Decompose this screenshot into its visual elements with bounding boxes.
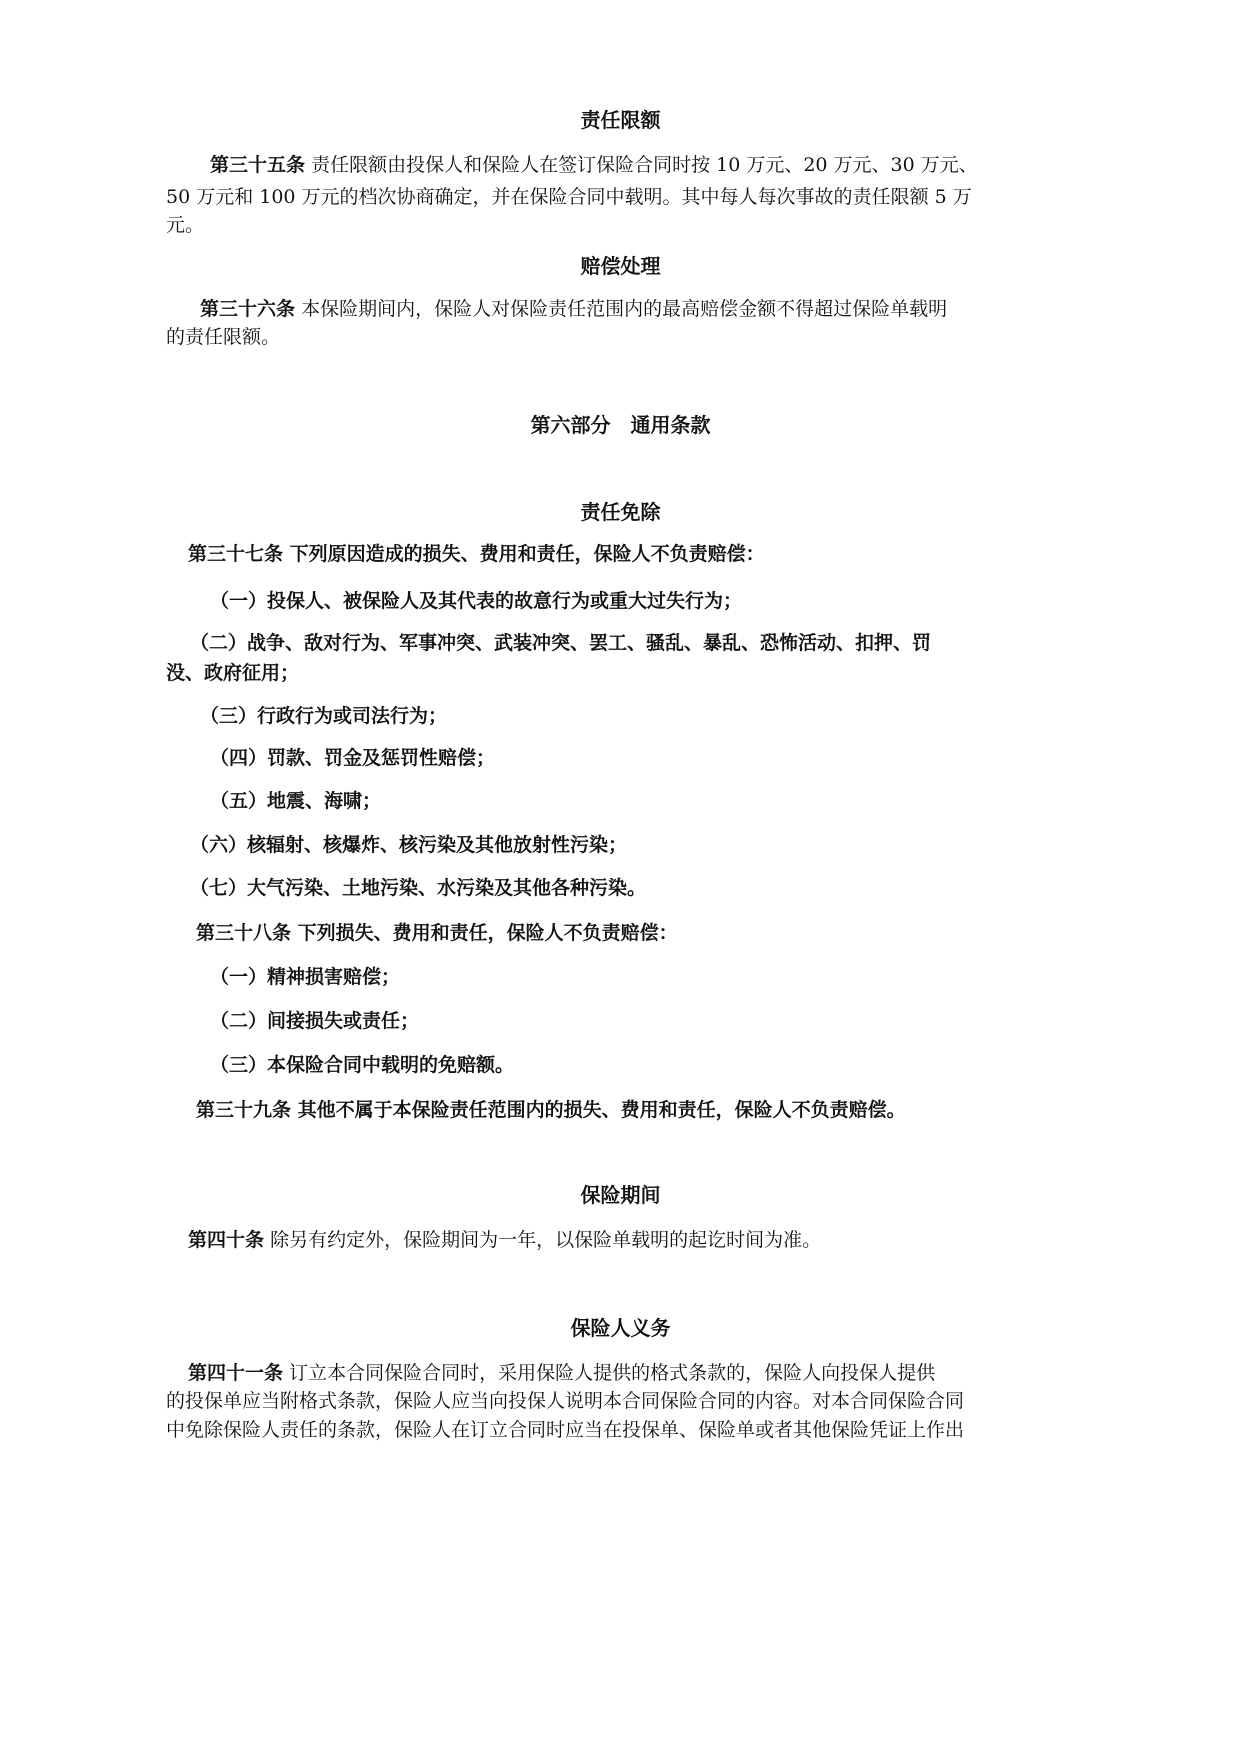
article-37-item-7: （七）大气污染、土地污染、水污染及其他各种污染。: [190, 877, 647, 899]
section-title-exclusions: 责任免除: [580, 500, 661, 524]
section-title-claims: 赔偿处理: [580, 254, 661, 278]
article-40-text-1: 除另有约定外，保险期间为一年，以保险单载明的起讫时间为准。: [270, 1229, 822, 1251]
article-37-item-2-line-1: （二）战争、敌对行为、军事冲突、武装冲突、罢工、骚乱、暴乱、恐怖活动、扣押、罚: [190, 632, 932, 654]
article-35-line-2: 50 万元和 100 万元的档次协商确定，并在保险合同中载明。其中每人每次事故的责任限额 5 万: [166, 186, 972, 208]
article-37-item-3: （三）行政行为或司法行为；: [200, 705, 448, 727]
article-41-line-2: 的投保单应当附格式条款，保险人应当向投保人说明本合同保险合同的内容。对本合同保险合同: [166, 1390, 965, 1412]
article-39-line-1: 第三十九条 其他不属于本保险责任范围内的损失、费用和责任，保险人不负责赔偿。: [196, 1099, 906, 1121]
article-35-line-1: [210, 150, 1130, 180]
article-41-line-1: [188, 1358, 1108, 1388]
article-38-item-1: （一）精神损害赔偿；: [210, 966, 401, 988]
article-37-item-1: （一）投保人、被保险人及其代表的故意行为或重大过失行为；: [210, 590, 743, 612]
article-40-line-1: [188, 1225, 1108, 1255]
article-38-item-2: （二）间接损失或责任；: [210, 1010, 420, 1032]
article-41-label: 第四十一条: [188, 1362, 284, 1384]
part-title: 第六部分 通用条款: [530, 413, 711, 437]
article-35-text-1: 责任限额由投保人和保险人在签订保险合同时按 10 万元、20 万元、30 万元、: [311, 154, 978, 176]
section-title-liability-limit: 责任限额: [580, 108, 661, 132]
section-title-insurance-period: 保险期间: [580, 1183, 661, 1207]
article-38-line-1: 第三十八条 下列损失、费用和责任，保险人不负责赔偿：: [196, 922, 678, 944]
article-36-line-2: 的责任限额。: [166, 326, 281, 348]
article-35-label: 第三十五条: [210, 154, 306, 176]
article-41-text-1: 订立本合同保险合同时，采用保险人提供的格式条款的，保险人向投保人提供: [289, 1362, 936, 1384]
article-37-item-2-line-2: 没、政府征用；: [166, 662, 300, 684]
article-41-line-3: 中免除保险人责任的条款，保险人在订立合同时应当在投保单、保险单或者其他保险凭证上作出: [166, 1419, 965, 1441]
article-38-item-3: （三）本保险合同中载明的免赔额。: [210, 1054, 515, 1076]
article-37-line-1: 第三十七条 下列原因造成的损失、费用和责任，保险人不负责赔偿：: [188, 543, 765, 565]
article-37-item-4: （四）罚款、罚金及惩罚性赔偿；: [210, 747, 496, 769]
article-40-label: 第四十条: [188, 1229, 265, 1251]
section-title-insurer-obligations: 保险人义务: [570, 1316, 671, 1340]
article-36-line-1: [200, 294, 1120, 324]
article-36-label: 第三十六条: [200, 298, 296, 320]
article-37-item-6: （六）核辐射、核爆炸、核污染及其他放射性污染；: [190, 834, 628, 856]
article-36-text-1: 本保险期间内，保险人对保险责任范围内的最高赔偿金额不得超过保险单载明: [301, 298, 948, 320]
article-37-item-5: （五）地震、海啸；: [210, 790, 382, 812]
article-35-line-3: 元。: [166, 214, 205, 236]
